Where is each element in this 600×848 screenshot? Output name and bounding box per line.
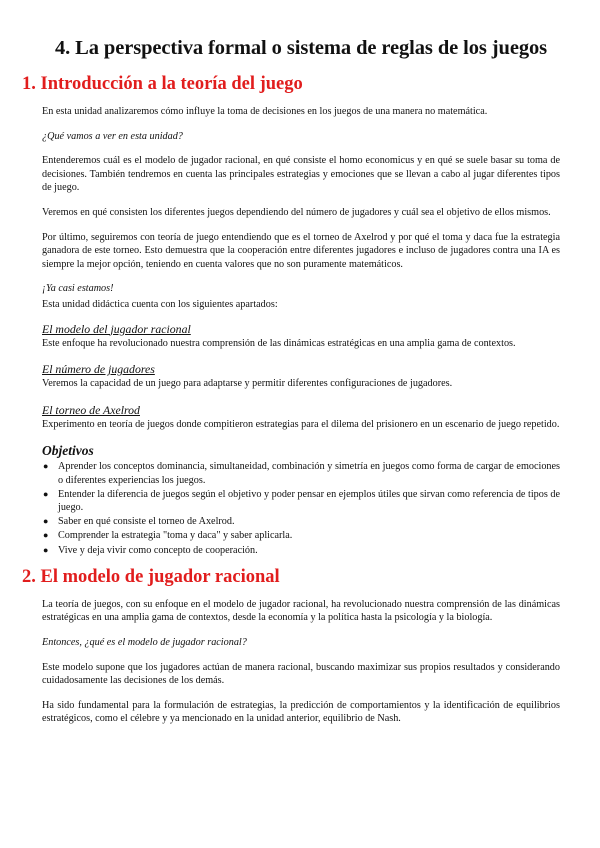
subsection-description: Veremos la capacidad de un juego para adaptarse y permitir diferentes configuraciones de jugadores. bbox=[42, 378, 453, 390]
list-item bbox=[42, 529, 560, 542]
section-1-paragraph: Veremos en qué consisten los diferentes juegos dependiendo del número de jugadores y cuál sea el objetivo de ellos mismos. bbox=[42, 206, 551, 218]
subsection-description: Este enfoque ha revolucionado nuestra comprensión de las dinámicas estratégicas en una amplia gama de contextos. bbox=[42, 337, 516, 349]
section-2-question: Entonces, ¿qué es el modelo de jugador racional? bbox=[42, 636, 247, 648]
objectives-title: Objetivos bbox=[42, 443, 94, 459]
section-1-ready: ¡Ya casi estamos! bbox=[42, 283, 114, 295]
subsection-description: Experimento en teoría de juegos donde compitieron estrategias para el dilema del prisionero en un escenario de juego repetido. bbox=[42, 418, 560, 430]
list-item bbox=[42, 460, 560, 486]
section-1-paragraph: Entenderemos cuál es el modelo de jugador racional, en qué consiste el homo economicus y en qué se suele basar su toma de decisiones. También tendremos en cuenta las principales estrategias y emociones que se llevan a cabo al jugar diferentes tipos de juego. bbox=[42, 155, 560, 194]
section-1-sections-intro: Esta unidad didáctica cuenta con los siguientes apartados: bbox=[42, 298, 278, 310]
section-1-question: ¿Qué vamos a ver en esta unidad? bbox=[42, 130, 183, 142]
bullet-icon: ● bbox=[43, 488, 49, 499]
subsection-title-axelrod-tournament: El torneo de Axelrod bbox=[42, 402, 140, 417]
section-2-heading: 2. El modelo de jugador racional bbox=[22, 566, 280, 587]
section-1-paragraph: Por último, seguiremos con teoría de juego entendiendo que es el torneo de Axelrod y por qué el toma y daca fue la estrategia ganadora de este torneo. Esto demuestra que la cooperación entre diferentes jugadores e incluso de jugadores contra una IA es siempre la mejor opción, teniendo en cuenta valores que no son puramente matemáticos. bbox=[42, 231, 560, 270]
objective-text: Comprender la estrategia "toma y daca" y saber aplicarla. bbox=[58, 530, 293, 542]
bullet-icon: ● bbox=[43, 530, 49, 541]
section-2-paragraph: Este modelo supone que los jugadores actúan de manera racional, buscando maximizar sus propios resultados y considerando cuidadosamente las decisiones de los demás. bbox=[42, 661, 560, 687]
bullet-icon: ● bbox=[43, 516, 49, 527]
objective-text: Aprender los conceptos dominancia, simultaneidad, combinación y simetría en juegos como forma de cargar de emociones o diferentes experiencias los juegos. bbox=[58, 461, 560, 486]
list-item bbox=[42, 488, 560, 514]
section-2-paragraph: Ha sido fundamental para la formulación de estrategias, la predicción de comportamientos y la identificación de equilibrios estratégicos, como el célebre y ya mencionado en la unidad anterior, equilibrio de Nash. bbox=[42, 699, 560, 725]
objectives-list bbox=[42, 460, 560, 556]
bullet-icon: ● bbox=[43, 544, 49, 555]
objective-text: Saber en qué consiste el torneo de Axelrod. bbox=[58, 516, 235, 528]
subsection-title-number-of-players: El número de jugadores bbox=[42, 362, 155, 377]
document-title: 4. La perspectiva formal o sistema de reglas de los juegos bbox=[54, 37, 548, 59]
section-1-intro: En esta unidad analizaremos cómo influye la toma de decisiones en los juegos de una manera no matemática. bbox=[42, 106, 488, 117]
section-1-heading: 1. Introducción a la teoría del juego bbox=[22, 74, 303, 94]
subsection-title-rational-player: El modelo del jugador racional bbox=[42, 321, 191, 336]
bullet-icon: ● bbox=[43, 461, 49, 472]
section-2-paragraph: La teoría de juegos, con su enfoque en el modelo de jugador racional, ha revolucionado nuestra comprensión de las dinámicas estratégicas en una amplia gama de contextos, desde la economía y la política hasta la psicología y la biología. bbox=[42, 598, 560, 624]
objective-text: Vive y deja vivir como concepto de cooperación. bbox=[58, 544, 258, 556]
objective-text: Entender la diferencia de juegos según el objetivo y poder pensar en ejemplos útiles que sirvan como referencia de tipos de juego. bbox=[58, 488, 560, 513]
list-item bbox=[42, 515, 560, 528]
list-item bbox=[42, 544, 560, 557]
